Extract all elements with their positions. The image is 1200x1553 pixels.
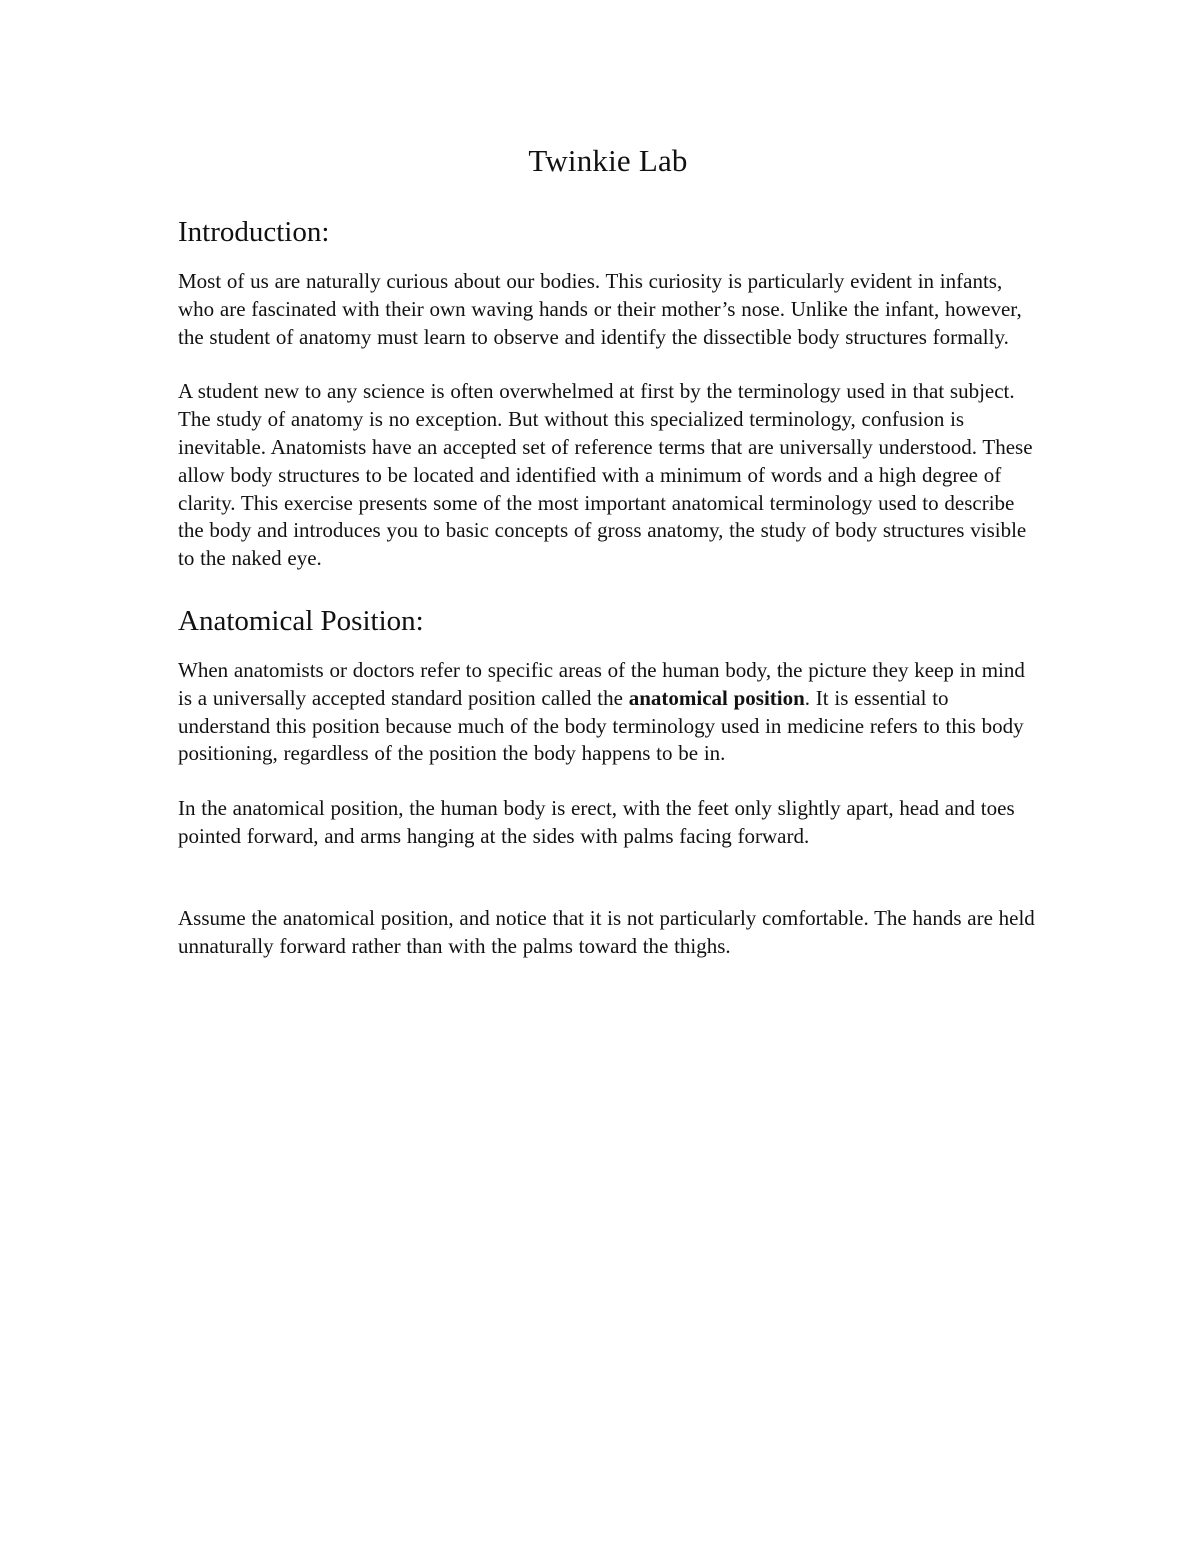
intro-paragraph-2: A student new to any science is often overwhelmed at first by the terminology used in that subject. The study of anatomy is no exception. But without this specialized terminology, confusion is inevitable. Anatomists have an accepted set of reference terms that are universally understood. These allow body structures to be located and identified with a minimum of words and a high degree of clarity. This exercise presents some of the most important anatomical terminology used to describe the body and introduces you to basic concepts of gross anatomy, the study of body structures visible to the naked eye. (178, 379, 1033, 571)
section-heading-introduction: Introduction: (178, 216, 330, 248)
anatomical-paragraph-1-text-after: . It is essential to understand this position because much of the body terminology used in medicine refers to this body positioning, regardless of the position the body happens to be in. (178, 685, 1024, 766)
anatomical-paragraph-2: In the anatomical position, the human body is erect, with the feet only slightly apart, head and toes pointed forward, and arms hanging at the sides with palms facing forward. (178, 796, 1015, 848)
anatomical-paragraph-1 (178, 657, 1038, 768)
anatomical-position-term: anatomical position (628, 685, 805, 710)
intro-paragraph-1: Most of us are naturally curious about our bodies. This curiosity is particularly evident in infants, who are fascinated with their own waving hands or their mother’s nose. Unlike the infant, however, the student of anatomy must learn to observe and identify the dissectible body structures formally. (178, 269, 1022, 349)
anatomical-paragraph-1-text-before: When anatomists or doctors refer to specific areas of the human body, the picture they keep in mind is a universally accepted standard position called the (178, 657, 1025, 710)
anatomical-paragraph-3: Assume the anatomical position, and notice that it is not particularly comfortable. The hands are held unnaturally forward rather than with the palms toward the thighs. (178, 905, 1035, 958)
section-heading-anatomical-position: Anatomical Position: (178, 604, 424, 637)
document-title: Twinkie Lab (528, 143, 688, 178)
document-body (178, 140, 1038, 987)
